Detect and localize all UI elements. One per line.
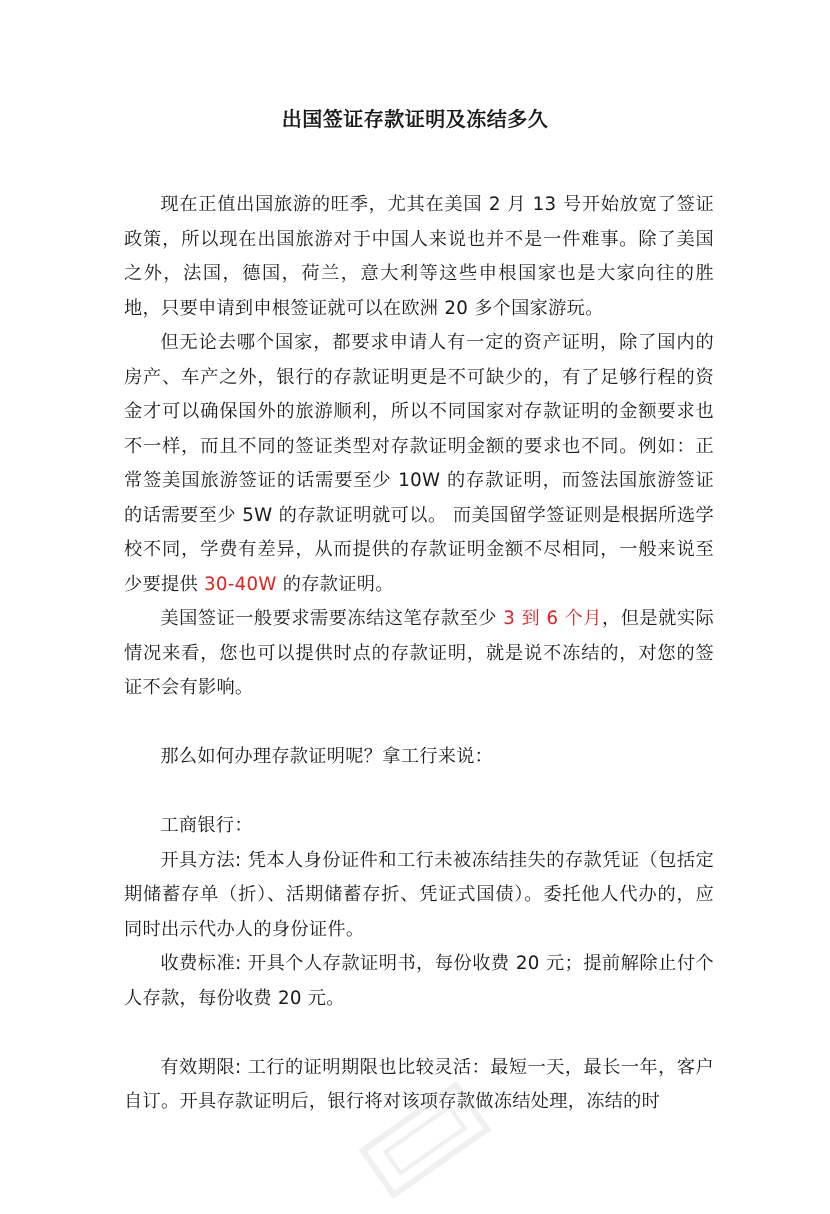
paragraph-text: 但无论去哪个国家，都要求申请人有一定的资产证明，除了国内的房产、车产之外，银行的存款证明更是不可缺少的，有了足够行程的资金才可以确保国外的旅游顺利，所以不同国家对存款证明的金额要求也不一样，而且不同的签证类型对存款证明金额的要求也不同。例如：正常签美国旅游签证的话需要至少 10W 的存款证明，而签法国旅游签证的话需要至少 5W 的存款证明就可以。 而美国留学签证则是根据所选学校不同，学费有差异，从而提供的存款证明金额不尽相同，一般来说至少要提供 <box>124 332 714 595</box>
paragraph-bank-name: 工商银行： <box>160 815 253 836</box>
paragraph-text: ，但是就实际情况来看，您也可以提供时点的存款证明，就是说不冻结的，对您的签证不会有影响。 <box>124 608 715 698</box>
paragraph-text: 美国签证一般要求需要冻结这笔存款至少 <box>160 608 504 629</box>
paragraph-validity: 有效期限: 工行的证明期限也比较灵活：最短一天，最长一年，客户自订。开具存款证明后，银行将对该项存款做冻结处理，冻结的时 <box>124 1056 714 1112</box>
paragraph-freeze-period <box>124 602 714 706</box>
paragraph-how-to: 那么如何办理存款证明呢？拿工行来说： <box>160 746 494 767</box>
highlight-period: 3 到 6 个月 <box>503 608 603 629</box>
spacer <box>124 1016 714 1051</box>
paragraph-text: 的存款证明。 <box>276 573 394 595</box>
paragraph-fees: 收费标准: 开具个人存款证明书，每份收费 20 元；提前解除止付个人存款，每份收费 20 元。 <box>124 953 714 1009</box>
paragraph-intro: 现在正值出国旅游的旺季，尤其在美国 2 月 13 号开始放宽了签证政策，所以现在出国旅游对于中国人来说也并不是一件难事。除了美国之外，法国，德国，荷兰，意大利等这些申根国家也是大家向往的胜地，只要申请到申根签证就可以在欧洲 20 多个国家游玩。 <box>124 194 714 319</box>
document-body <box>124 188 714 1120</box>
spacer <box>124 775 714 810</box>
page-title: 出国签证存款证明及冻结多久 <box>281 107 549 131</box>
highlight-amount: 30-40W <box>204 573 277 595</box>
paragraph-method: 开具方法: 凭本人身份证件和工行未被冻结挂失的存款凭证（包括定期储蓄存单（折）、活期储蓄存折、凭证式国债）。委托他人代办的，应同时出示代办人的身份证件。 <box>124 849 714 940</box>
paragraph-deposit-requirements <box>124 326 714 602</box>
spacer <box>124 706 714 741</box>
